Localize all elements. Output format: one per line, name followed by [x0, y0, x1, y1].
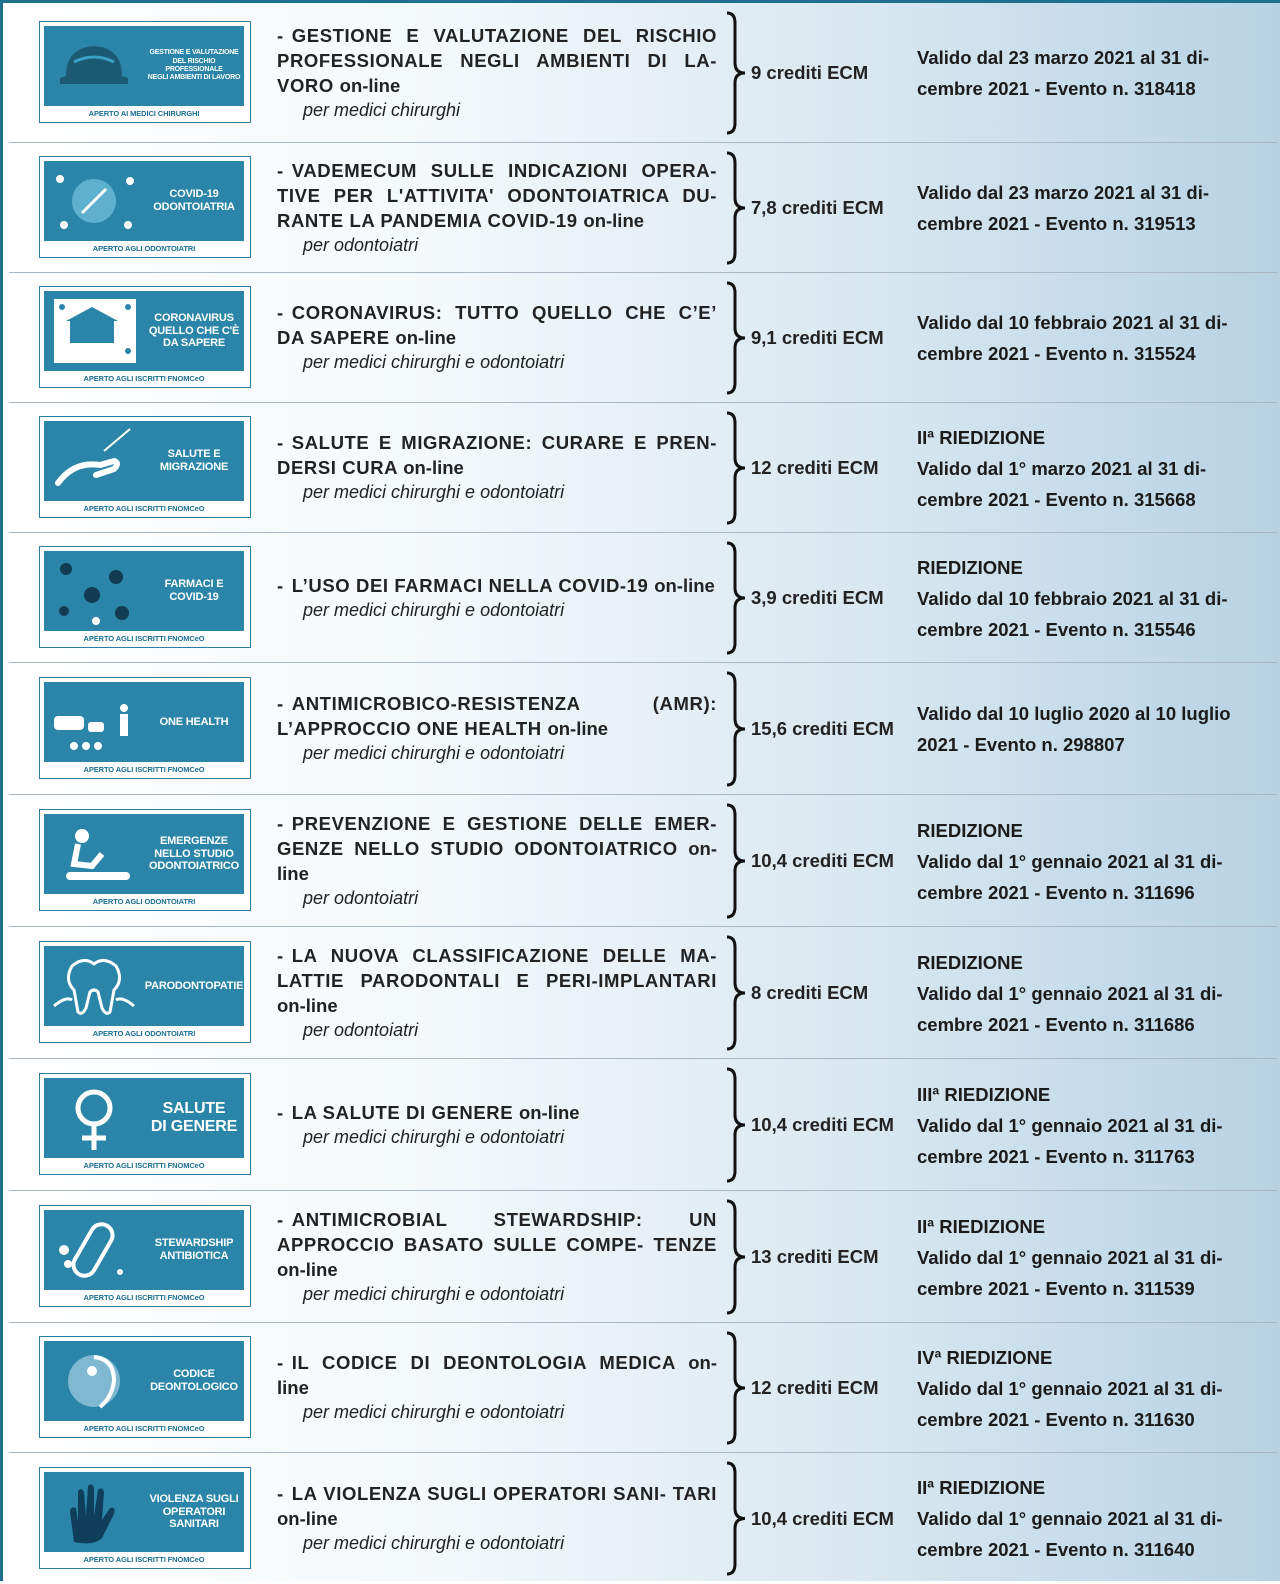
- course-title: [277, 691, 717, 741]
- credits-text: 8 crediti ECM: [751, 982, 869, 1003]
- course-badge: [39, 416, 251, 518]
- badge-footer: APERTO AI MEDICI CHIRURGHI: [88, 109, 200, 118]
- course-title-text: LA VIOLENZA SUGLI OPERATORI SANI- TARI: [291, 1483, 717, 1504]
- course-title: [277, 23, 717, 98]
- course-row: [9, 403, 1277, 533]
- badge-artwork: [44, 946, 244, 1026]
- validity-line: Valido dal 1° marzo 2021 al 31 di-: [917, 457, 1207, 479]
- course-title: [277, 1350, 717, 1400]
- title-dash: -: [277, 1352, 284, 1373]
- badge-title: EMERGENZE NELLO STUDIO ODONTOIATRICO: [149, 835, 239, 873]
- edition-label: RIEDIZIONE: [917, 951, 1023, 973]
- course-credits: [751, 403, 911, 533]
- edition-label: RIEDIZIONE: [917, 819, 1023, 841]
- course-credits: [751, 927, 911, 1059]
- online-label: on-line: [277, 838, 717, 884]
- validity-line: cembre 2021 - Evento n. 311630: [917, 1408, 1195, 1430]
- course-title: [277, 1100, 717, 1125]
- course-title-text: PREVENZIONE E GESTIONE DELLE EMER- GENZE NELLO STUDIO ODONTOIATRICO: [277, 813, 717, 859]
- course-validity: [917, 1059, 1279, 1191]
- online-label: on-line: [277, 995, 338, 1016]
- course-title-text: ANTIMICROBIAL STEWARDSHIP: UN APPROCCIO BASATO SULLE COMPE- TENZE: [277, 1209, 717, 1255]
- validity-line: Valido dal 1° gennaio 2021 al 31 di-: [917, 1114, 1223, 1136]
- virus-icon: [44, 551, 144, 631]
- validity-line: cembre 2021 - Evento n. 315524: [917, 343, 1196, 364]
- course-title-block: [277, 1207, 717, 1307]
- course-title-block: [277, 300, 717, 375]
- credits-text: 12 crediti ECM: [751, 1377, 879, 1398]
- credits-text: 10,4 crediti ECM: [751, 1114, 894, 1135]
- course-badge: [39, 1467, 251, 1569]
- title-dash: -: [277, 1102, 284, 1123]
- course-badge: [39, 677, 251, 779]
- cpr-icon: [44, 814, 144, 894]
- validity-line: cembre 2021 - Evento n. 315546: [917, 618, 1196, 640]
- curly-brace: [721, 1067, 751, 1183]
- edition-label: IIª RIEDIZIONE: [917, 1477, 1046, 1498]
- course-credits: [751, 1059, 911, 1191]
- edition-label: IIª RIEDIZIONE: [917, 426, 1046, 448]
- online-label: on-line: [403, 457, 464, 478]
- curly-brace: [721, 1461, 751, 1576]
- course-title-block: [277, 430, 717, 505]
- course-title-block: [277, 691, 717, 766]
- course-title-text: CORONAVIRUS: TUTTO QUELLO CHE C’E’ DA SAPERE: [277, 302, 717, 348]
- badge-footer: APERTO AGLI ISCRITTI FNOMCeO: [83, 1161, 205, 1170]
- course-title-block: [277, 1100, 717, 1150]
- institute-icon: [44, 291, 144, 371]
- validity-line: Valido dal 1° gennaio 2021 al 31 di-: [917, 850, 1223, 872]
- validity-line: Valido dal 1° gennaio 2021 al 31 di-: [917, 1246, 1223, 1268]
- online-label: on-line: [583, 210, 645, 231]
- course-row: [9, 1453, 1277, 1584]
- helmet-icon: [44, 26, 144, 106]
- badge-title: COVID-19 ODONTOIATRIA: [153, 188, 235, 213]
- title-dash: -: [277, 693, 284, 714]
- course-row: [9, 795, 1277, 927]
- course-title-block: [277, 1350, 717, 1425]
- badge-title: STEWARDSHIP ANTIBIOTICA: [154, 1237, 234, 1262]
- validity-line: Valido dal 10 febbraio 2021 al 31 di-: [917, 587, 1228, 609]
- curly-brace: [721, 281, 751, 395]
- course-validity: [917, 795, 1279, 927]
- course-audience: per odontoiatri: [303, 888, 419, 908]
- profile-head-icon: [44, 1341, 144, 1421]
- badge-title: VIOLENZA SUGLI OPERATORI SANITARI: [149, 1493, 239, 1531]
- course-validity: [917, 3, 1279, 143]
- credits-text: 3,9 crediti ECM: [751, 587, 884, 608]
- title-dash: -: [277, 160, 284, 181]
- credits-text: 15,6 crediti ECM: [751, 718, 894, 739]
- credits-text: 13 crediti ECM: [751, 1246, 879, 1267]
- course-audience: per medici chirurghi e odontoiatri: [303, 1402, 565, 1422]
- course-audience: per medici chirurghi: [303, 100, 461, 120]
- validity-line: Valido dal 1° gennaio 2021 al 31 di-: [917, 982, 1223, 1004]
- online-label: on-line: [547, 718, 609, 739]
- badge-footer: APERTO AGLI ODONTOIATRI: [92, 1029, 196, 1038]
- course-credits: [751, 533, 911, 663]
- title-dash: -: [277, 575, 284, 596]
- badge-footer: APERTO AGLI ISCRITTI FNOMCeO: [83, 1555, 205, 1564]
- badge-title: ONE HEALTH: [159, 715, 229, 728]
- course-badge: [39, 156, 251, 258]
- course-title: [277, 300, 717, 350]
- validity-line: cembre 2021 - Evento n. 311686: [917, 1013, 1195, 1035]
- curly-brace: [721, 1331, 751, 1445]
- course-validity: [917, 273, 1279, 403]
- title-dash: -: [277, 302, 284, 323]
- edition-label: IIIª RIEDIZIONE: [917, 1083, 1051, 1105]
- course-credits: [751, 1323, 911, 1453]
- curly-brace: [721, 935, 751, 1051]
- course-title: [277, 573, 717, 598]
- course-title-text-continued: VORO: [277, 75, 334, 96]
- course-audience: per medici chirurghi e odontoiatri: [303, 1284, 565, 1304]
- validity-line: cembre 2021 - Evento n. 319513: [917, 213, 1196, 234]
- title-dash: -: [277, 25, 284, 46]
- online-label: on-line: [277, 1259, 338, 1280]
- course-badge: [39, 546, 251, 648]
- course-title-block: [277, 158, 717, 258]
- badge-title: CODICE DEONTOLOGICO: [150, 1368, 238, 1393]
- course-row: [9, 533, 1277, 663]
- course-badge: [39, 1205, 251, 1307]
- badge-footer: APERTO AGLI ISCRITTI FNOMCeO: [83, 1424, 205, 1433]
- badge-artwork: [44, 1210, 244, 1290]
- course-credits: [751, 663, 911, 795]
- curly-brace: [721, 541, 751, 655]
- credits-text: 10,4 crediti ECM: [751, 850, 894, 871]
- course-row: [9, 3, 1277, 143]
- validity-line: cembre 2021 - Evento n. 311696: [917, 881, 1195, 903]
- badge-artwork: [44, 1341, 244, 1421]
- course-title-text: IL CODICE DI DEONTOLOGIA MEDICA: [291, 1352, 676, 1373]
- course-validity: [917, 533, 1279, 663]
- course-audience: per medici chirurghi e odontoiatri: [303, 743, 565, 763]
- validity-line: Valido dal 10 luglio 2020 al 10 luglio: [917, 703, 1231, 724]
- badge-title: GESTIONE E VALUTAZIONE DEL RISCHIO PROFESSIONALE NEGLI AMBIENTI DI LAVORO: [147, 49, 241, 82]
- course-audience: per odontoiatri: [303, 1020, 419, 1040]
- credits-text: 9 crediti ECM: [751, 62, 869, 83]
- course-credits: [751, 143, 911, 273]
- badge-artwork: [44, 421, 244, 501]
- course-badge: [39, 809, 251, 911]
- curly-brace: [721, 11, 751, 135]
- credits-text: 12 crediti ECM: [751, 457, 879, 478]
- course-validity: [917, 403, 1279, 533]
- course-validity: [917, 663, 1279, 795]
- course-badge: [39, 286, 251, 388]
- course-audience: per odontoiatri: [303, 235, 419, 255]
- tooth-virus-icon: [44, 161, 144, 241]
- course-audience: per medici chirurghi e odontoiatri: [303, 482, 565, 502]
- course-row: [9, 1191, 1277, 1323]
- credits-text: 9,1 crediti ECM: [751, 327, 884, 348]
- course-row: [9, 273, 1277, 403]
- course-credits: [751, 795, 911, 927]
- course-credits: [751, 3, 911, 143]
- helping-hands-icon: [44, 421, 144, 501]
- course-credits: [751, 1191, 911, 1323]
- curly-brace: [721, 1199, 751, 1315]
- course-validity: [917, 1191, 1279, 1323]
- badge-footer: APERTO AGLI ISCRITTI FNOMCeO: [83, 634, 205, 643]
- course-validity: [917, 1323, 1279, 1453]
- course-title-block: [277, 1481, 717, 1556]
- course-badge: [39, 941, 251, 1043]
- badge-artwork: [44, 291, 244, 371]
- online-label: on- line: [277, 1352, 717, 1398]
- female-symbol-icon: [44, 1078, 144, 1158]
- course-row: [9, 1323, 1277, 1453]
- course-badge: [39, 21, 251, 123]
- course-title: [277, 158, 717, 233]
- capsule-icon: [44, 1210, 144, 1290]
- validity-line: cembre 2021 - Evento n. 311640: [917, 1539, 1195, 1560]
- badge-artwork: [44, 814, 244, 894]
- course-title: [277, 1207, 717, 1282]
- course-title: [277, 1481, 717, 1531]
- stop-hand-icon: [44, 1472, 144, 1552]
- badge-footer: APERTO AGLI ISCRITTI FNOMCeO: [83, 765, 205, 774]
- badge-footer: APERTO AGLI ISCRITTI FNOMCeO: [83, 1293, 205, 1302]
- edition-label: IIª RIEDIZIONE: [917, 1215, 1046, 1237]
- course-row: [9, 927, 1277, 1059]
- course-audience: per medici chirurghi e odontoiatri: [303, 1127, 565, 1147]
- edition-label: RIEDIZIONE: [917, 556, 1023, 578]
- online-label: on-line: [395, 327, 457, 348]
- validity-line: Valido dal 1° gennaio 2021 al 31 di-: [917, 1377, 1223, 1399]
- validity-line: cembre 2021 - Evento n. 311539: [917, 1277, 1195, 1299]
- validity-line: Valido dal 23 marzo 2021 al 31 di-: [917, 47, 1210, 68]
- credits-text: 10,4 crediti ECM: [751, 1507, 894, 1529]
- course-title: [277, 943, 717, 1018]
- course-title-block: [277, 943, 717, 1043]
- online-label: on-line: [654, 575, 715, 596]
- course-validity: [917, 1453, 1279, 1584]
- animals-icon: [44, 682, 144, 762]
- course-row: [9, 663, 1277, 795]
- curly-brace: [721, 151, 751, 265]
- title-dash: -: [277, 813, 284, 834]
- course-title-text: LA NUOVA CLASSIFICAZIONE DELLE MA- LATTIE PARODONTALI E PERI-IMPLANTARI: [277, 945, 717, 991]
- course-title-text: GESTIONE E VALUTAZIONE DEL RISCHIO PROFESSIONALE NEGLI AMBIENTI DI LA-: [277, 25, 717, 71]
- credits-text: 7,8 crediti ECM: [751, 197, 884, 218]
- course-title-text: LA SALUTE DI GENERE: [291, 1102, 514, 1123]
- online-label: on-line: [339, 75, 401, 96]
- badge-footer: APERTO AGLI ODONTOIATRI: [92, 897, 196, 906]
- badge-title: PARODONTOPATIE: [144, 979, 244, 992]
- badge-artwork: [44, 1078, 244, 1158]
- badge-title: CORONAVIRUS QUELLO CHE C'È DA SAPERE: [148, 312, 240, 350]
- badge-title: FARMACI E COVID-19: [164, 578, 224, 603]
- curly-brace: [721, 411, 751, 525]
- online-label: on-line: [277, 1508, 338, 1529]
- course-validity: [917, 143, 1279, 273]
- tooth-icon: [44, 946, 144, 1026]
- course-title: [277, 430, 717, 480]
- validity-line: 2021 - Evento n. 298807: [917, 734, 1125, 755]
- course-row: [9, 143, 1277, 273]
- course-row: [9, 1059, 1277, 1191]
- validity-line: Valido dal 10 febbraio 2021 al 31 di-: [917, 312, 1228, 333]
- validity-line: cembre 2021 - Evento n. 315668: [917, 488, 1196, 510]
- validity-line: cembre 2021 - Evento n. 318418: [917, 78, 1196, 99]
- title-dash: -: [277, 1483, 284, 1504]
- curly-brace: [721, 803, 751, 919]
- course-validity: [917, 927, 1279, 1059]
- course-credits: [751, 273, 911, 403]
- badge-artwork: [44, 26, 244, 106]
- badge-footer: APERTO AGLI ODONTOIATRI: [92, 244, 196, 253]
- badge-footer: APERTO AGLI ISCRITTI FNOMCeO: [83, 504, 205, 513]
- course-credits: [751, 1453, 911, 1584]
- badge-title: SALUTE E MIGRAZIONE: [159, 448, 229, 473]
- course-title-text: L’USO DEI FARMACI NELLA COVID-19: [291, 575, 649, 596]
- course-audience: per medici chirurghi e odontoiatri: [303, 600, 565, 620]
- course-title-text: ANTIMICROBICO-RESISTENZA (AMR): L’APPROCCIO ONE HEALTH: [277, 693, 717, 739]
- course-title: [277, 811, 717, 886]
- badge-artwork: [44, 551, 244, 631]
- curly-brace: [721, 671, 751, 787]
- badge-artwork: [44, 1472, 244, 1552]
- badge-artwork: [44, 161, 244, 241]
- course-badge: [39, 1073, 251, 1175]
- course-title-text: VADEMECUM SULLE INDICAZIONI OPERA- TIVE PER L'ATTIVITA' ODONTOIATRICA DU- RANTE LA PANDEMIA COVID-19: [277, 160, 717, 231]
- course-badge: [39, 1336, 251, 1438]
- badge-artwork: [44, 682, 244, 762]
- badge-footer: APERTO AGLI ISCRITTI FNOMCeO: [83, 374, 205, 383]
- edition-label: IVª RIEDIZIONE: [917, 1346, 1053, 1368]
- title-dash: -: [277, 1209, 284, 1230]
- course-title-block: [277, 573, 717, 623]
- validity-line: Valido dal 23 marzo 2021 al 31 di-: [917, 182, 1210, 203]
- badge-title: SALUTE DI GENERE: [150, 1099, 238, 1135]
- course-audience: per medici chirurghi e odontoiatri: [303, 352, 565, 372]
- course-title-block: [277, 811, 717, 911]
- validity-line: Valido dal 1° gennaio 2021 al 31 di-: [917, 1508, 1223, 1529]
- course-title-block: [277, 23, 717, 123]
- online-label: on-line: [518, 1102, 580, 1123]
- title-dash: -: [277, 945, 284, 966]
- validity-line: cembre 2021 - Evento n. 311763: [917, 1145, 1195, 1167]
- course-title-text: SALUTE E MIGRAZIONE: CURARE E PREN- DERSI CURA: [277, 432, 717, 478]
- title-dash: -: [277, 432, 284, 453]
- course-audience: per medici chirurghi e odontoiatri: [303, 1533, 565, 1553]
